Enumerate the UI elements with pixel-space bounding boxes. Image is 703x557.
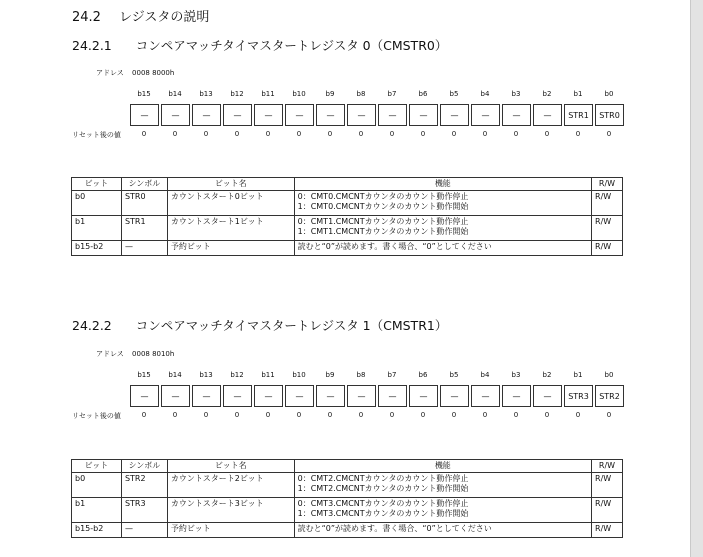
bit-number-label: b6: [418, 90, 428, 98]
reset-value: 0: [420, 411, 426, 419]
bit-field-cell: —: [285, 104, 314, 126]
table-row: [72, 523, 623, 538]
cell-function: [294, 216, 591, 241]
bit-number-label: b4: [480, 371, 490, 379]
table-row: [72, 241, 623, 256]
cell-rw: R/W: [592, 191, 623, 216]
cell-bit-name: カウントスタート2ビット: [167, 473, 294, 498]
bit-field-cell: STR2: [595, 385, 624, 407]
bit-field-cell: —: [161, 104, 190, 126]
bit-number-label: b11: [261, 371, 275, 379]
function-line: 1：CMT0.CMCNTカウンタのカウント動作開始: [297, 202, 469, 211]
reset-value: 0: [327, 130, 333, 138]
bit-field-cell: —: [192, 385, 221, 407]
header-rw: R/W: [592, 460, 623, 473]
register-number: 24.2.1: [72, 38, 112, 53]
bit-number-label: b12: [230, 90, 244, 98]
bit-number-label: b5: [449, 371, 459, 379]
register-title: コンペアマッチタイマスタートレジスタ 0（CMSTR0）: [135, 38, 448, 53]
bit-number-label: b3: [511, 90, 521, 98]
reset-value: 0: [327, 411, 333, 419]
table-row: [72, 473, 623, 498]
function-line: 1：CMT3.CMCNTカウンタのカウント動作開始: [297, 509, 469, 518]
table-row: [72, 191, 623, 216]
bit-field-cell: —: [378, 104, 407, 126]
bit-field-cell: —: [440, 385, 469, 407]
reset-value: 0: [265, 130, 271, 138]
bit-field-cell: —: [471, 385, 500, 407]
reset-value: 0: [358, 411, 364, 419]
scrollbar-gutter: [690, 0, 703, 557]
cell-symbol: STR3: [121, 498, 167, 523]
bit-number-label: b15: [137, 371, 151, 379]
bit-field-cell: STR0: [595, 104, 624, 126]
header-function: 機能: [294, 460, 591, 473]
reset-label: リセット後の値: [72, 412, 121, 420]
reset-value: 0: [513, 411, 519, 419]
reset-value: 0: [482, 130, 488, 138]
bit-number-label: b14: [168, 371, 182, 379]
cell-symbol: STR1: [121, 216, 167, 241]
register-title: コンペアマッチタイマスタートレジスタ 1（CMSTR1）: [135, 318, 448, 333]
cell-bit: b0: [72, 191, 122, 216]
cell-symbol: STR2: [121, 473, 167, 498]
bit-number-label: b1: [573, 90, 583, 98]
reset-value: 0: [451, 130, 457, 138]
reset-value: 0: [203, 411, 209, 419]
address-value: 0008 8000h: [132, 69, 175, 77]
table-row: [72, 216, 623, 241]
function-line: 0：CMT0.CMCNTカウンタのカウント動作停止: [297, 192, 469, 201]
bit-number-label: b11: [261, 90, 275, 98]
bit-field-cell: —: [130, 385, 159, 407]
bit-field-cell: —: [502, 385, 531, 407]
bit-field-cell: —: [440, 104, 469, 126]
reset-value: 0: [203, 130, 209, 138]
reset-value: 0: [234, 130, 240, 138]
bit-field-cell: —: [378, 385, 407, 407]
cell-rw: R/W: [592, 498, 623, 523]
reset-value: 0: [420, 130, 426, 138]
register-number: 24.2.2: [72, 318, 112, 333]
bit-number-label: b4: [480, 90, 490, 98]
bit-field-cell: —: [130, 104, 159, 126]
bit-field-cell: —: [347, 104, 376, 126]
header-bit: ビット: [72, 178, 122, 191]
cell-symbol: STR0: [121, 191, 167, 216]
reset-value: 0: [451, 411, 457, 419]
bit-number-label: b9: [325, 90, 335, 98]
address-value: 0008 8010h: [132, 350, 175, 358]
cell-bit-name: カウントスタート0ビット: [167, 191, 294, 216]
reset-label: リセット後の値: [72, 131, 121, 139]
address-line: [96, 349, 174, 359]
bit-field-cell: —: [471, 104, 500, 126]
reset-value: 0: [172, 130, 178, 138]
section-heading: [72, 6, 209, 25]
bit-number-label: b1: [573, 371, 583, 379]
section-number: 24.2: [72, 10, 101, 25]
table-header-row: [72, 460, 623, 473]
bit-number-label: b2: [542, 371, 552, 379]
bit-field-cell: —: [161, 385, 190, 407]
reset-value: 0: [265, 411, 271, 419]
bit-field-cell: —: [316, 385, 345, 407]
bit-number-label: b6: [418, 371, 428, 379]
cell-rw: R/W: [592, 473, 623, 498]
function-line: 1：CMT2.CMCNTカウンタのカウント動作開始: [297, 484, 469, 493]
bit-field-cell: —: [285, 385, 314, 407]
function-line: 0：CMT3.CMCNTカウンタのカウント動作停止: [297, 499, 469, 508]
function-line: 1：CMT1.CMCNTカウンタのカウント動作開始: [297, 227, 469, 236]
reset-value: 0: [575, 411, 581, 419]
bit-field-cell: —: [533, 385, 562, 407]
register-heading: [72, 316, 447, 334]
table-row: [72, 498, 623, 523]
cell-bit: b15-b2: [72, 523, 122, 538]
bit-field-cell: —: [347, 385, 376, 407]
function-line: 0：CMT1.CMCNTカウンタのカウント動作停止: [297, 217, 469, 226]
reset-value: 0: [606, 130, 612, 138]
address-label: アドレス: [96, 69, 124, 77]
bit-number-label: b9: [325, 371, 335, 379]
cell-bit-name: カウントスタート1ビット: [167, 216, 294, 241]
cell-bit-name: カウントスタート3ビット: [167, 498, 294, 523]
cell-bit: b1: [72, 498, 122, 523]
bit-number-label: b10: [292, 90, 306, 98]
bit-field-cell: —: [223, 385, 252, 407]
header-rw: R/W: [592, 178, 623, 191]
bit-field-cell: —: [223, 104, 252, 126]
header-bit: ビット: [72, 460, 122, 473]
cell-symbol: —: [121, 523, 167, 538]
register-heading: [72, 36, 447, 54]
bit-field-cell: —: [192, 104, 221, 126]
reset-value: 0: [141, 130, 147, 138]
bit-number-label: b7: [387, 371, 397, 379]
header-symbol: シンボル: [121, 178, 167, 191]
bit-field-cell: —: [533, 104, 562, 126]
cell-function: [294, 191, 591, 216]
function-line: 0：CMT2.CMCNTカウンタのカウント動作停止: [297, 474, 469, 483]
bit-number-label: b13: [199, 371, 213, 379]
reset-value: 0: [606, 411, 612, 419]
reset-value: 0: [296, 411, 302, 419]
bit-number-label: b0: [604, 90, 614, 98]
cell-rw: R/W: [592, 523, 623, 538]
reset-value: 0: [172, 411, 178, 419]
bit-number-label: b8: [356, 371, 366, 379]
reset-value: 0: [544, 130, 550, 138]
cell-bit-name: 予約ビット: [167, 241, 294, 256]
reset-value: 0: [544, 411, 550, 419]
cell-rw: R/W: [592, 241, 623, 256]
cell-bit: b1: [72, 216, 122, 241]
cell-function: 読むと“0”が読めます。書く場合、“0”としてください: [294, 523, 591, 538]
cell-function: [294, 498, 591, 523]
address-line: [96, 68, 174, 78]
cell-bit: b15-b2: [72, 241, 122, 256]
bit-number-label: b2: [542, 90, 552, 98]
bit-field-cell: —: [409, 104, 438, 126]
address-label: アドレス: [96, 350, 124, 358]
reset-value: 0: [513, 130, 519, 138]
header-symbol: シンボル: [121, 460, 167, 473]
bit-number-label: b7: [387, 90, 397, 98]
cell-symbol: —: [121, 241, 167, 256]
reset-value: 0: [389, 411, 395, 419]
reset-value: 0: [358, 130, 364, 138]
header-bit-name: ビット名: [167, 460, 294, 473]
reset-value: 0: [575, 130, 581, 138]
bit-number-label: b10: [292, 371, 306, 379]
bit-field-cell: STR1: [564, 104, 593, 126]
bit-field-cell: —: [502, 104, 531, 126]
reset-value: 0: [296, 130, 302, 138]
cell-function: 読むと“0”が読めます。書く場合、“0”としてください: [294, 241, 591, 256]
bit-number-label: b12: [230, 371, 244, 379]
bit-number-label: b8: [356, 90, 366, 98]
bit-field-cell: —: [409, 385, 438, 407]
bit-number-label: b0: [604, 371, 614, 379]
header-bit-name: ビット名: [167, 178, 294, 191]
bit-number-label: b3: [511, 371, 521, 379]
cell-bit: b0: [72, 473, 122, 498]
header-function: 機能: [294, 178, 591, 191]
bit-description-table: [71, 177, 623, 256]
bit-field-cell: —: [316, 104, 345, 126]
bit-field-cell: STR3: [564, 385, 593, 407]
bit-description-table: [71, 459, 623, 538]
bit-field-cell: —: [254, 104, 283, 126]
bit-number-label: b13: [199, 90, 213, 98]
reset-value: 0: [234, 411, 240, 419]
cell-rw: R/W: [592, 216, 623, 241]
bit-number-label: b14: [168, 90, 182, 98]
reset-value: 0: [141, 411, 147, 419]
bit-number-label: b15: [137, 90, 151, 98]
table-header-row: [72, 178, 623, 191]
reset-value: 0: [389, 130, 395, 138]
reset-value: 0: [482, 411, 488, 419]
bit-number-label: b5: [449, 90, 459, 98]
cell-function: [294, 473, 591, 498]
bit-field-cell: —: [254, 385, 283, 407]
cell-bit-name: 予約ビット: [167, 523, 294, 538]
section-title: レジスタの説明: [119, 10, 210, 25]
